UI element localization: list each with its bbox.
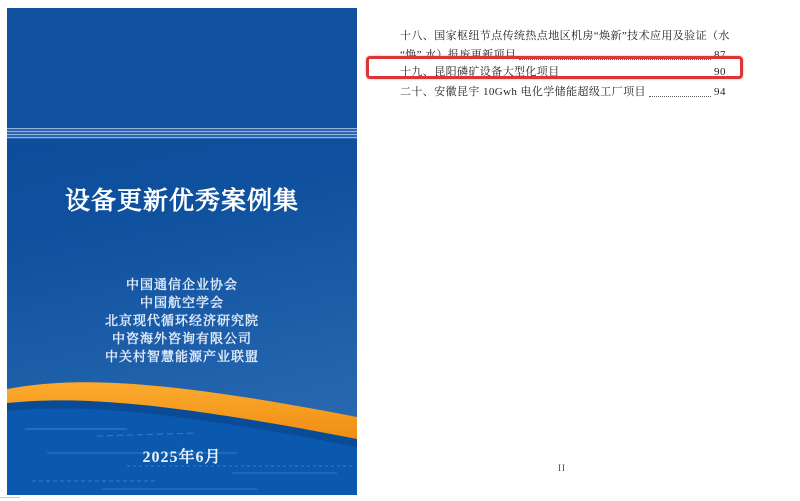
toc-entry-text: 十九、昆阳磷矿设备大型化项目 [400, 66, 560, 78]
cover-stripe-band [7, 128, 357, 139]
cover-organization: 中咨海外咨询有限公司 [111, 331, 252, 346]
cover-organization: 中关村智慧能源产业联盟 [104, 349, 259, 364]
book-cover [7, 8, 357, 495]
toc-entry-18-line1[interactable] [400, 25, 730, 44]
dot-leader [519, 59, 711, 60]
dot-leader [649, 96, 711, 97]
toc-entry-text: 十八、国家枢纽节点传统热点地区机房“焕新”技术应用及验证（水 [400, 30, 730, 42]
cover-top-band [7, 8, 357, 128]
toc-page-number: 94 [714, 86, 726, 98]
dot-leader [563, 76, 711, 77]
cover-organization: 中国通信企业协会 [125, 277, 238, 292]
toc-entry-19[interactable] [400, 61, 726, 80]
toc-entry-20[interactable] [400, 81, 726, 100]
toc-entry-text: 二十、安徽昆宇 10Gwh 电化学储能超级工厂项目 [400, 86, 646, 98]
page-number: II [558, 463, 566, 473]
toc-page-number: 90 [714, 66, 726, 78]
cover-date: 2025年6月 [142, 449, 222, 466]
page-edge-mark [0, 497, 20, 498]
toc-page-number: 87 [714, 49, 726, 61]
cover-organization: 中国航空学会 [139, 295, 224, 310]
toc-entry-text: “焕” 水）报废更新项目 [400, 49, 517, 61]
cover-organizations [7, 276, 357, 366]
cover-title: 设备更新优秀案例集 [64, 187, 299, 215]
cover-organization: 北京现代循环经济研究院 [104, 313, 259, 328]
cover-swoosh-decoration [7, 373, 357, 495]
